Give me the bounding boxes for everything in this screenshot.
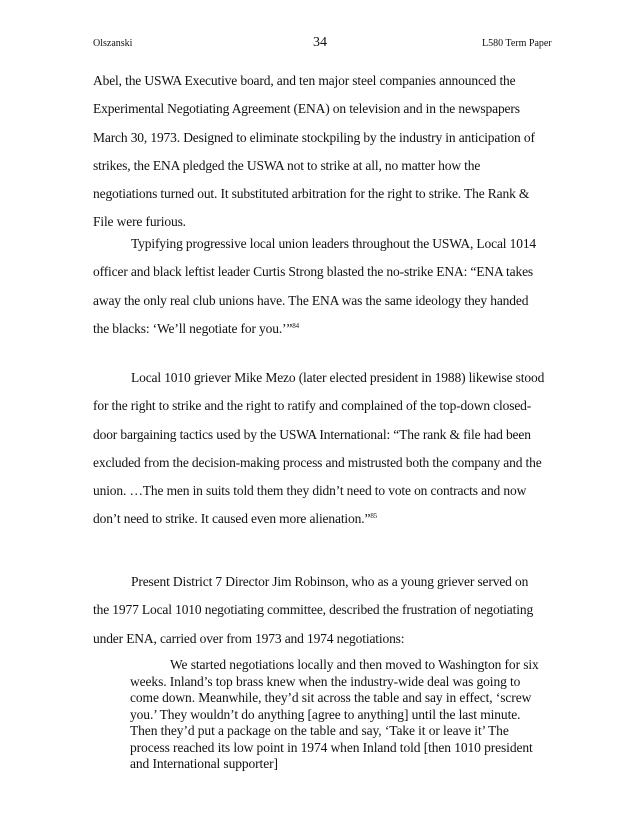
paragraph-3-text: Local 1010 griever Mike Mezo (later elected president in 1988) likewise stood for the right to strike and the right to ratify and complained of the top-down closed-door bargaining tactics used by the USWA International: “The rank & file had been excluded from the decision-making process and mistrusted both the company and the union. …The men in suits told them they didn’t need to vote on contracts and now don’t need to strike. It caused even more alienation.”	[93, 370, 545, 527]
header-course: L580 Term Paper	[482, 38, 552, 49]
paragraph-4-text: Present District 7 Director Jim Robinson, who as a young griever served on the 1977 Local 1010 negotiating committee, described the frustration of negotiating under ENA, carried over from 1973 and 1974 negotiations:	[93, 574, 534, 646]
paragraph-3-body	[93, 364, 545, 534]
paragraph-4	[93, 568, 545, 653]
paragraph-1-text: Abel, the USWA Executive board, and ten major steel companies announced the Experimental Negotiating Agreement (ENA) on television and in the newspapers March 30, 1973. Designed to eliminate stockpiling by the industry in anticipation of strikes, the ENA pledged the USWA not to strike at all, no matter how the negotiations turned out. It substituted arbitration for the right to strike. The Rank & File were furious.	[93, 73, 535, 230]
paragraph-1	[93, 67, 545, 237]
footnote-ref-85: 85	[370, 512, 378, 521]
header-page-number: 34	[313, 35, 327, 50]
paragraph-2	[93, 230, 545, 343]
block-quote	[130, 657, 550, 773]
paragraph-2-text: Typifying progressive local union leaders throughout the USWA, Local 1014 officer and black leftist leader Curtis Strong blasted the no-strike ENA: “ENA takes away the only real club unions have. The ENA was the same ideology they handed the blacks: ‘We’ll negotiate for you.’”	[93, 236, 537, 336]
header-author: Olszanski	[93, 38, 133, 49]
paragraph-3	[93, 364, 545, 534]
paragraph-2-body	[93, 230, 545, 343]
footnote-ref-84: 84	[292, 321, 299, 330]
block-quote-text: We started negotiations locally and then moved to Washington for six weeks. Inland’s top brass knew when the industry-wide deal was going to come down. Meanwhile, they’d sit across the table and say in effect, ‘screw you.’ They wouldn’t do anything [agree to anything] until the last minute. Then they’d put a package on the table and say, ‘Take it or leave it’ The process reached its low point in 1974 when Inland told [then 1010 president and International supporter]	[130, 657, 539, 771]
